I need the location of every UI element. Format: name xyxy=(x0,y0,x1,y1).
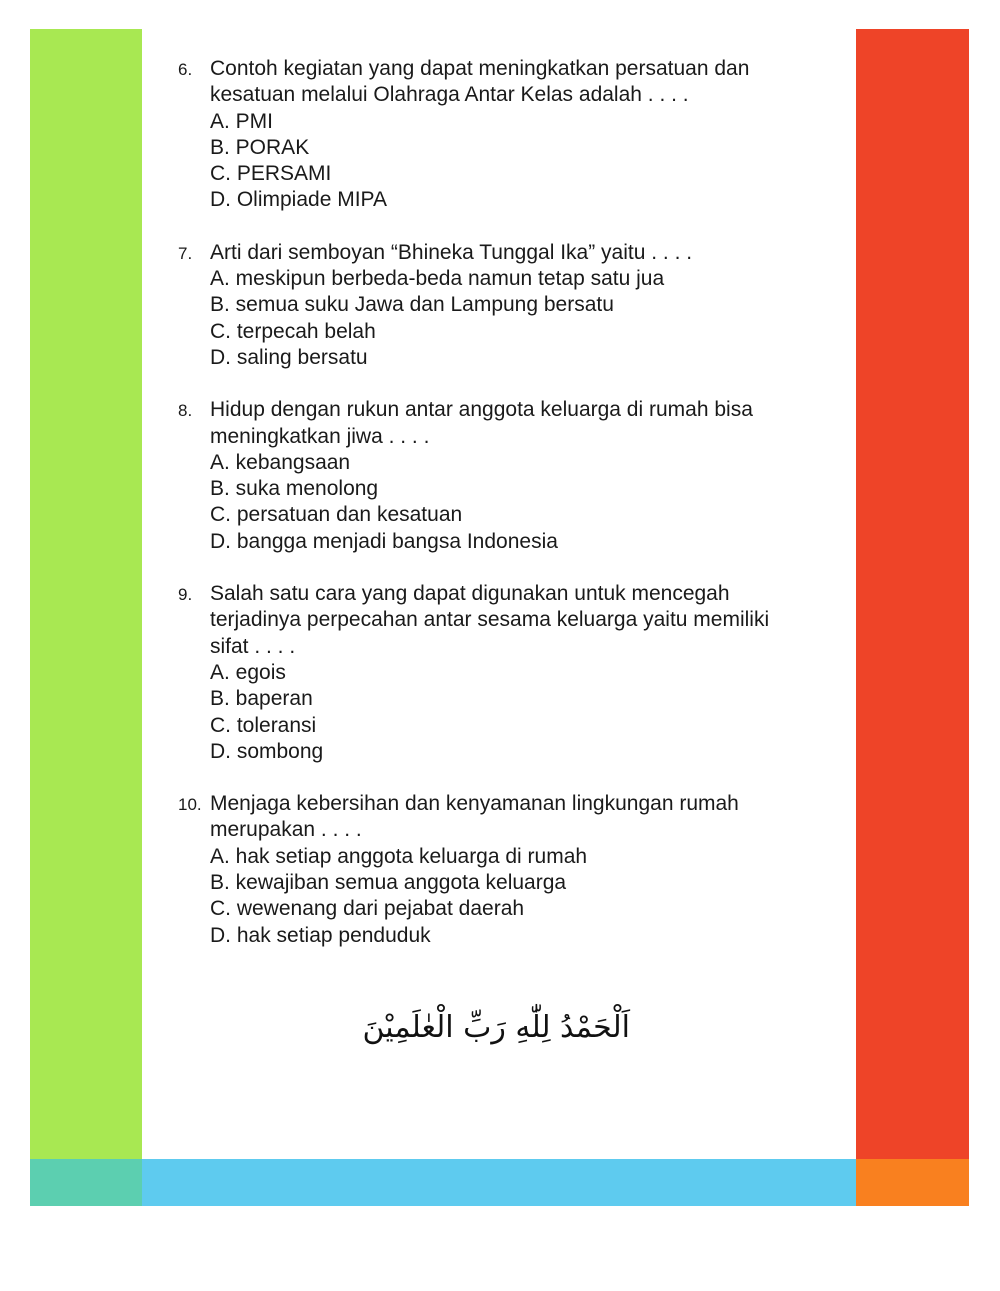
answer-option-c: C. terpecah belah xyxy=(210,319,376,343)
question-text: Salah satu cara yang dapat digunakan untuk mencegah xyxy=(210,582,730,606)
question-text-line xyxy=(178,397,838,423)
question-10 xyxy=(178,791,838,949)
bottom-right-block xyxy=(856,1159,969,1206)
answer-option-b: B. PORAK xyxy=(210,135,310,159)
question-text-line xyxy=(178,424,838,450)
answer-option-d: D. Olimpiade MIPA xyxy=(210,188,387,212)
question-text-line xyxy=(178,82,838,108)
question-text-line xyxy=(178,791,838,817)
question-8 xyxy=(178,397,838,555)
question-text-line xyxy=(178,607,838,633)
answer-option-a: A. kebangsaan xyxy=(210,450,351,474)
answer-option-a: A. hak setiap anggota keluarga di rumah xyxy=(210,844,588,868)
alhamdulillah-calligraphy: اَلْحَمْدُ لِلّٰهِ رَبِّ الْعٰلَمِيْنَ xyxy=(362,1010,630,1045)
answer-option-d: D. bangga menjadi bangsa Indonesia xyxy=(210,529,558,553)
question-number: 7. xyxy=(178,243,193,263)
bottom-blue-bar xyxy=(142,1159,856,1206)
question-text-line xyxy=(178,634,838,660)
question-number: 10. xyxy=(178,795,202,815)
question-text: kesatuan melalui Olahraga Antar Kelas adalah . . . . xyxy=(210,83,689,107)
answer-option-d: D. hak setiap penduduk xyxy=(210,923,431,947)
question-text: merupakan . . . . xyxy=(210,818,362,842)
answer-option-b: B. suka menolong xyxy=(210,477,379,501)
question-text: meningkatkan jiwa . . . . xyxy=(210,424,430,448)
answer-option-a: A. PMI xyxy=(210,109,274,133)
question-text: Menjaga kebersihan dan kenyamanan lingkungan rumah xyxy=(210,792,739,816)
answer-option-c: C. wewenang dari pejabat daerah xyxy=(210,897,525,921)
question-7 xyxy=(178,240,838,371)
question-text: terjadinya perpecahan antar sesama keluarga yaitu memiliki xyxy=(210,608,770,632)
answer-option-d: D. saling bersatu xyxy=(210,345,368,369)
question-text: Contoh kegiatan yang dapat meningkatkan persatuan dan xyxy=(210,57,750,80)
question-6 xyxy=(178,56,838,214)
question-text-line xyxy=(178,581,838,607)
answer-option-b: B. semua suku Jawa dan Lampung bersatu xyxy=(210,293,614,317)
question-list xyxy=(178,56,838,975)
question-text: sifat . . . . xyxy=(210,634,296,658)
question-text: Hidup dengan rukun antar anggota keluarga di rumah bisa xyxy=(210,398,753,422)
question-text-line xyxy=(178,817,838,843)
question-number: 8. xyxy=(178,401,193,421)
question-9 xyxy=(178,581,838,765)
answer-option-b: B. baperan xyxy=(210,687,313,711)
answer-option-b: B. kewajiban semua anggota keluarga xyxy=(210,871,567,895)
question-number: 9. xyxy=(178,585,193,605)
answer-option-d: D. sombong xyxy=(210,739,324,763)
question-number: 6. xyxy=(178,60,193,79)
left-green-bar xyxy=(30,29,142,1159)
answer-option-c: C. toleransi xyxy=(210,713,317,737)
answer-option-a: A. egois xyxy=(210,660,286,684)
question-text-line xyxy=(178,56,838,82)
question-text: Arti dari semboyan “Bhineka Tunggal Ika” yaitu . . . . xyxy=(210,240,693,264)
answer-option-c: C. persatuan dan kesatuan xyxy=(210,503,463,527)
answer-option-a: A. meskipun berbeda-beda namun tetap satu jua xyxy=(210,267,665,291)
right-red-bar xyxy=(856,29,969,1159)
answer-option-c: C. PERSAMI xyxy=(210,162,332,186)
question-text-line xyxy=(178,240,838,266)
bottom-left-block xyxy=(30,1159,142,1206)
